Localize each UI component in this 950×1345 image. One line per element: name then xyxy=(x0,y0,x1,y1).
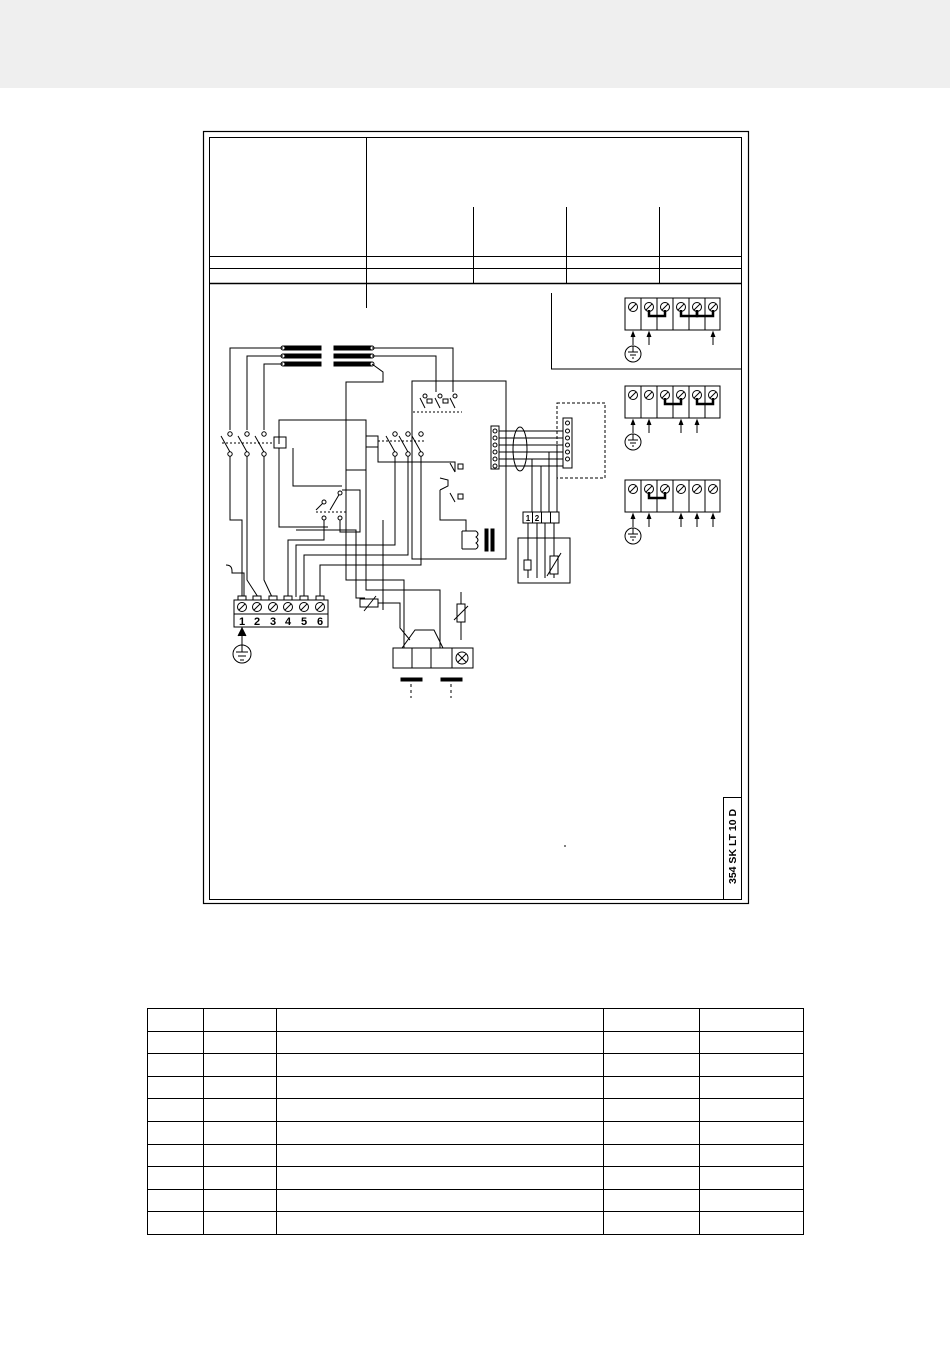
table-cell xyxy=(604,1167,700,1190)
table-cell xyxy=(277,1099,604,1122)
terminal-number: 1 xyxy=(238,616,246,628)
main-contactor xyxy=(221,432,286,456)
sensor-terminal-number: 2 xyxy=(534,514,540,523)
table-cell xyxy=(148,1031,204,1054)
main-terminal-block xyxy=(234,596,328,644)
selector-switch xyxy=(288,490,360,597)
variant-terminal-block-b xyxy=(625,386,720,450)
inner-frame xyxy=(210,138,742,900)
table-cell xyxy=(204,1009,277,1032)
table-cell xyxy=(700,1121,804,1144)
terminal-number: 4 xyxy=(284,616,292,628)
table-row xyxy=(148,1144,804,1167)
safety-switches xyxy=(440,463,463,502)
table-cell xyxy=(700,1144,804,1167)
title-block xyxy=(209,137,742,308)
table-cell xyxy=(700,1212,804,1235)
table-cell xyxy=(700,1054,804,1077)
table-cell xyxy=(148,1144,204,1167)
table-cell xyxy=(204,1189,277,1212)
table-cell xyxy=(700,1189,804,1212)
table-cell xyxy=(700,1099,804,1122)
table-row xyxy=(148,1031,804,1054)
indicator-block xyxy=(393,630,473,698)
table-cell xyxy=(204,1167,277,1190)
cable xyxy=(499,427,563,471)
table-cell xyxy=(148,1189,204,1212)
table-cell xyxy=(148,1009,204,1032)
table-cell xyxy=(700,1076,804,1099)
table-cell xyxy=(148,1167,204,1190)
table-row xyxy=(148,1099,804,1122)
terminal-number: 5 xyxy=(300,616,308,628)
table-cell xyxy=(277,1144,604,1167)
variant-terminal-block-a xyxy=(625,298,720,362)
table-row xyxy=(148,1009,804,1032)
external-signal-symbol xyxy=(226,565,244,599)
table-cell xyxy=(277,1167,604,1190)
table-cell xyxy=(277,1031,604,1054)
table-row xyxy=(148,1076,804,1099)
outer-frame xyxy=(204,132,749,904)
second-contactor xyxy=(366,432,424,456)
ground-icon xyxy=(233,644,251,663)
table-cell xyxy=(277,1009,604,1032)
table-cell xyxy=(700,1031,804,1054)
parts-table xyxy=(147,1008,804,1235)
table-cell xyxy=(204,1031,277,1054)
sensor-terminal-number: 1 xyxy=(525,514,531,523)
table-cell xyxy=(204,1144,277,1167)
heating-elements xyxy=(281,346,374,366)
limiter-resistors xyxy=(360,592,468,640)
variant-terminal-block-c xyxy=(625,480,720,544)
table-cell xyxy=(604,1009,700,1032)
table-row xyxy=(148,1189,804,1212)
table-cell xyxy=(148,1212,204,1235)
transformer xyxy=(440,490,494,551)
table-cell xyxy=(277,1054,604,1077)
table-row xyxy=(148,1121,804,1144)
table-cell xyxy=(604,1189,700,1212)
table-cell xyxy=(604,1144,700,1167)
table-cell xyxy=(700,1009,804,1032)
table-cell xyxy=(204,1076,277,1099)
table-cell xyxy=(204,1099,277,1122)
table-cell xyxy=(148,1054,204,1077)
terminal-number: 3 xyxy=(269,616,277,628)
table-cell xyxy=(148,1121,204,1144)
table-cell xyxy=(277,1189,604,1212)
table-cell xyxy=(277,1212,604,1235)
table-row xyxy=(148,1212,804,1235)
table-cell xyxy=(604,1121,700,1144)
table-cell xyxy=(700,1167,804,1190)
table-row xyxy=(148,1167,804,1190)
terminal-number: 6 xyxy=(316,616,324,628)
table-cell xyxy=(604,1099,700,1122)
table-cell xyxy=(604,1212,700,1235)
table-cell xyxy=(277,1121,604,1144)
sensor-connector xyxy=(491,426,499,469)
table-cell xyxy=(604,1076,700,1099)
table-cell xyxy=(148,1076,204,1099)
model-code: 354 SK LT 10 D xyxy=(727,808,739,884)
table-cell xyxy=(148,1099,204,1122)
table-cell xyxy=(604,1054,700,1077)
table-cell xyxy=(604,1031,700,1054)
table-cell xyxy=(277,1076,604,1099)
table-cell xyxy=(204,1212,277,1235)
table-cell xyxy=(204,1054,277,1077)
table-cell xyxy=(204,1121,277,1144)
table-row xyxy=(148,1054,804,1077)
terminal-number: 2 xyxy=(253,616,261,628)
